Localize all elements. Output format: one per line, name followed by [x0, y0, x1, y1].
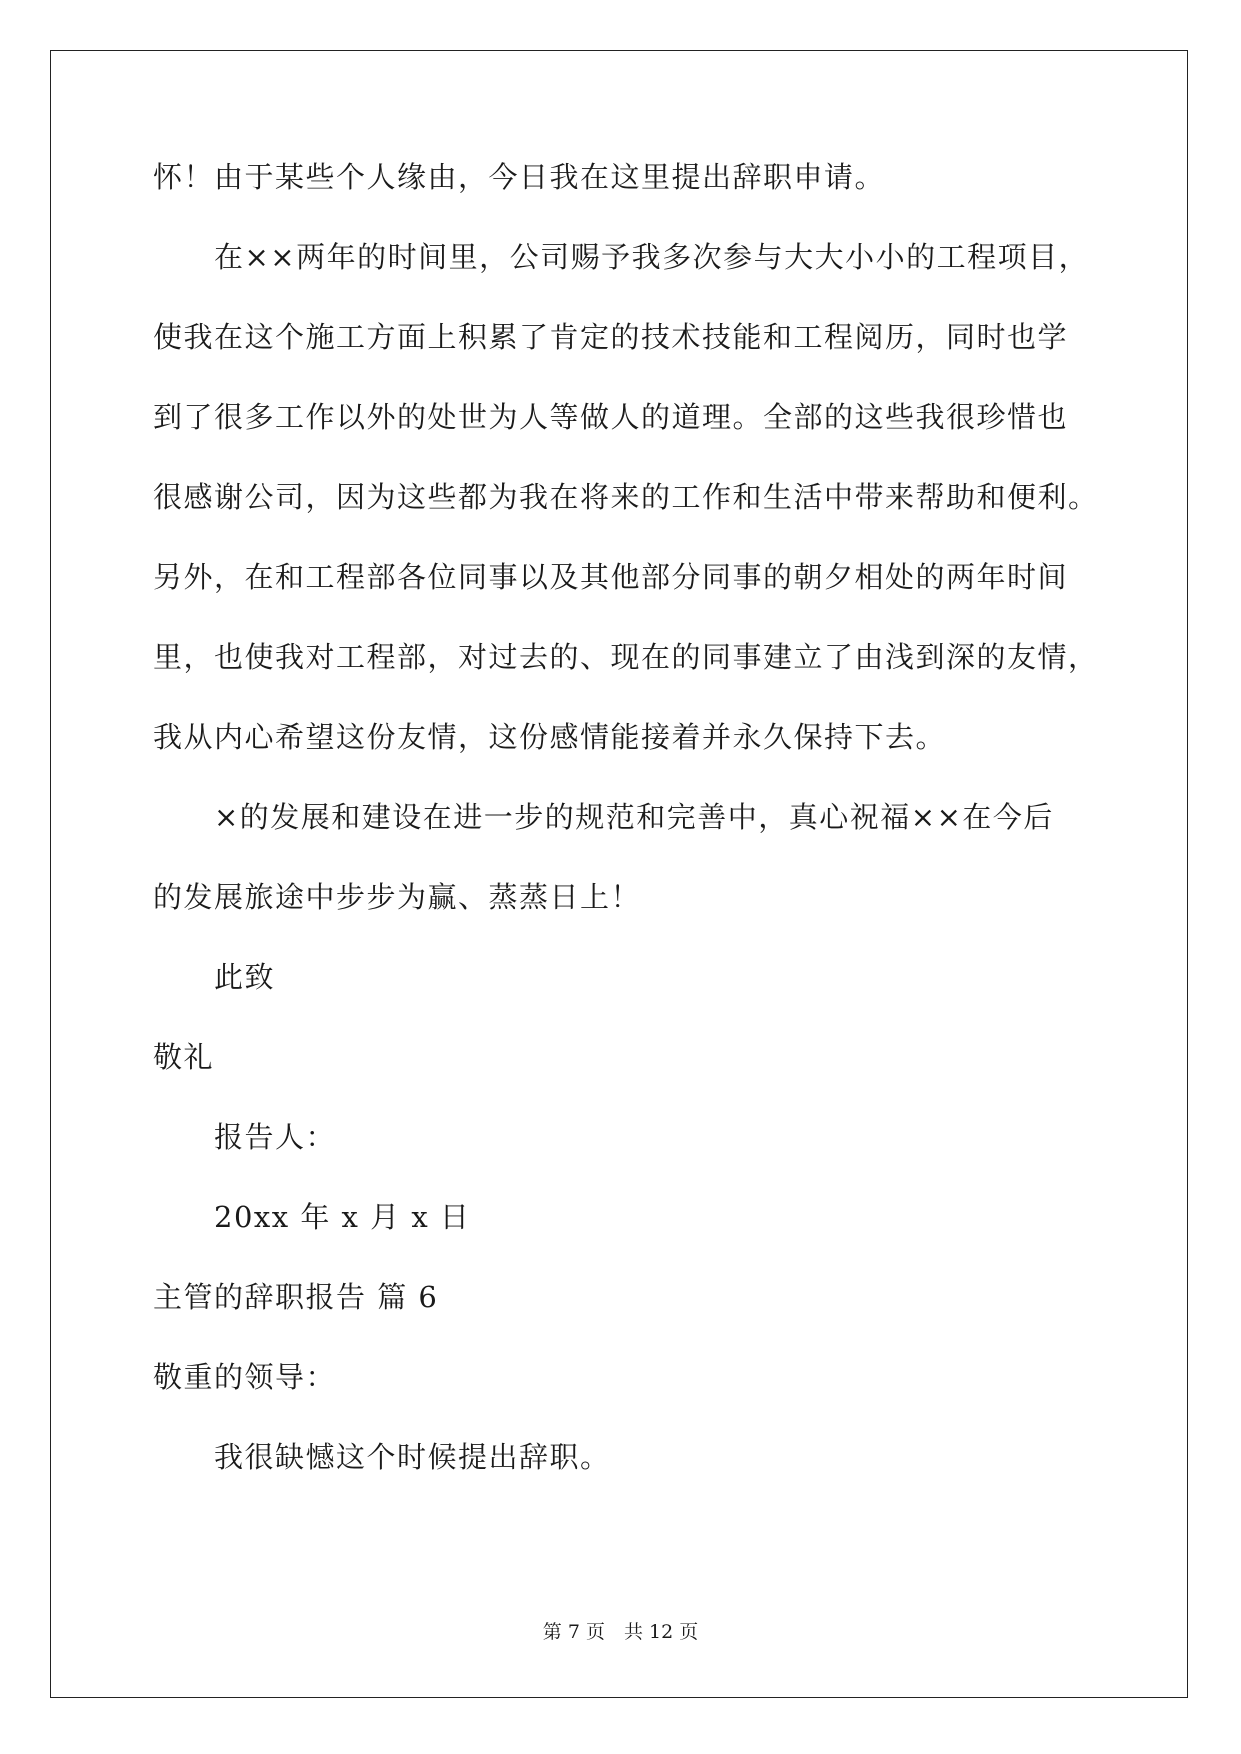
- paragraph-line: 里，也使我对工程部，对过去的、现在的同事建立了由浅到深的友情，: [153, 640, 1099, 674]
- paragraph-line: 在××两年的时间里，公司赐予我多次参与大大小小的工程项目，: [214, 240, 1090, 274]
- section-title: 主管的辞职报告 篇 6: [153, 1280, 439, 1314]
- closing-regards: 敬礼: [153, 1040, 215, 1074]
- closing-salutation: 此致: [214, 960, 276, 994]
- paragraph-line: 的发展旅途中步步为赢、蒸蒸日上！: [153, 880, 642, 914]
- paragraph-line: 我很缺憾这个时候提出辞职。: [214, 1440, 611, 1474]
- date-line: 20xx 年 x 月 x 日: [214, 1200, 471, 1234]
- paragraph-line: 我从内心希望这份友情，这份感情能接着并永久保持下去。: [153, 720, 947, 754]
- paragraph-line: 使我在这个施工方面上积累了肯定的技术技能和工程阅历，同时也学: [153, 320, 1069, 354]
- paragraph-line: 到了很多工作以外的处世为人等做人的道理。全部的这些我很珍惜也: [153, 400, 1069, 434]
- paragraph-line: 怀！由于某些个人缘由，今日我在这里提出辞职申请。: [153, 160, 886, 194]
- reporter-label: 报告人：: [214, 1120, 337, 1154]
- page-number: 第 7 页 共 12 页: [542, 1621, 699, 1643]
- paragraph-line: 很感谢公司，因为这些都为我在将来的工作和生活中带来帮助和便利。: [153, 480, 1099, 514]
- greeting: 敬重的领导：: [153, 1360, 337, 1394]
- paragraph-line: ×的发展和建设在进一步的规范和完善中，真心祝福××在今后: [214, 800, 1054, 834]
- paragraph-line: 另外，在和工程部各位同事以及其他部分同事的朝夕相处的两年时间: [153, 560, 1069, 594]
